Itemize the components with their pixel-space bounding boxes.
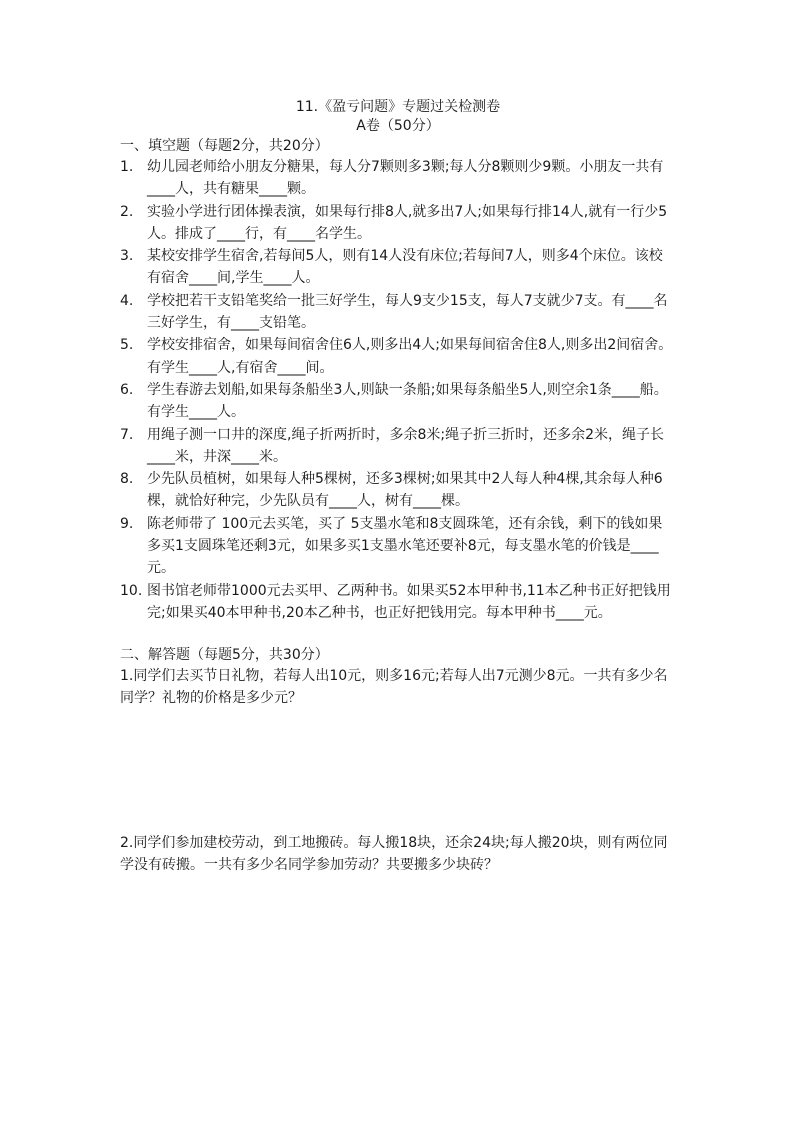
- question-number: 8.: [120, 471, 134, 488]
- worksheet-page: [120, 98, 676, 876]
- fill-blank-question: [120, 513, 676, 580]
- question-text: 学校把若干支铅笔奖给一批三好学生，每人9支少15支，每人7支就少7支。有____名三好学生，有____支铅笔。: [147, 292, 668, 332]
- question-number: 6.: [120, 381, 134, 398]
- fill-blank-question: [120, 156, 676, 201]
- fill-blank-question: [120, 201, 676, 246]
- section-solve-heading: 二、解答题（每题5分，共30分）: [120, 647, 329, 664]
- question-number: 1.: [120, 159, 134, 175]
- fill-blank-question: [120, 424, 676, 469]
- question-number: 4.: [120, 292, 134, 309]
- fill-blank-question: [120, 468, 676, 513]
- solve-question-2: 2.同学们参加建校劳动，到工地搬砖。每人搬18块，还余24块;每人搬20块，则有两位同学没有砖搬。一共有多少名同学参加劳动？共要搬多少块砖？: [120, 835, 668, 874]
- fill-blank-list: [120, 156, 676, 624]
- question-number: 9.: [120, 515, 134, 532]
- question-text: 幼儿园老师给小朋友分糖果，每人分7颗则多3颗;每人分8颗则少9颗。小朋友一共有____人，共有糖果____颗。: [147, 159, 664, 198]
- question-number: 2.: [120, 203, 134, 220]
- section-fill-blank-heading: 一、填空题（每题2分，共20分）: [120, 138, 329, 154]
- fill-blank-question: [120, 379, 676, 424]
- solve-question-1: 1.同学们去买节日礼物，若每人出10元，则多16元;若每人出7元测少8元。一共有多少名同学？礼物的价格是多少元？: [120, 668, 668, 707]
- question-text: 少先队员植树，如果每人种5棵树，还多3棵树;如果其中2人每人种4棵,其余每人种6棵，就恰好种完，少先队员有____人，树有____棵。: [147, 471, 663, 510]
- question-text: 学校安排宿舍，如果每间宿舍住6人,则多出4人;如果每间宿舍住8人,则多出2间宿舍。有学生____人,有宿舍____间。: [147, 337, 673, 376]
- page-subtitle: A卷（50分）: [356, 118, 440, 134]
- question-number: 5.: [120, 337, 134, 354]
- question-text: 学生春游去划船,如果每条船坐3人,则缺一条船;如果每条船坐5人,则空余1条____船。有学生____人。: [147, 381, 668, 421]
- question-text: 图书馆老师带1000元去买甲、乙两种书。如果买52本甲种书,11本乙种书正好把钱用完;如果买40本甲种书,20本乙种书，也正好把钱用完。每本甲种书____元。: [147, 582, 671, 621]
- question-text: 陈老师带了 100元去买笔，买了 5支墨水笔和8支圆珠笔，还有余钱，剩下的钱如果多买1支圆珠笔还剩3元，如果多买1支墨水笔还要补8元，每支墨水笔的价钱是____元。: [147, 515, 663, 577]
- fill-blank-question: [120, 334, 676, 379]
- question-text: 实验小学进行团体操表演，如果每行排8人,就多出7人;如果每行排14人,就有一行少5人。排成了____行，有____名学生。: [147, 203, 668, 242]
- question-number: 7.: [120, 426, 134, 443]
- fill-blank-question: [120, 290, 676, 335]
- page-title: 11.《盈亏问题》专题过关检测卷: [295, 99, 501, 115]
- fill-blank-question: [120, 580, 676, 625]
- question-text: 某校安排学生宿舍,若每间5人，则有14人没有床位;若每间7人，则多4个床位。该校有宿舍____间,学生____人。: [147, 248, 663, 287]
- question-number: 3.: [120, 248, 134, 265]
- fill-blank-question: [120, 245, 676, 290]
- question-number: 10.: [120, 582, 143, 599]
- question-text: 用绳子测一口井的深度,绳子折两折时，多余8米;绳子折三折时，还多余2米，绳子长____米，井深____米。: [147, 426, 664, 465]
